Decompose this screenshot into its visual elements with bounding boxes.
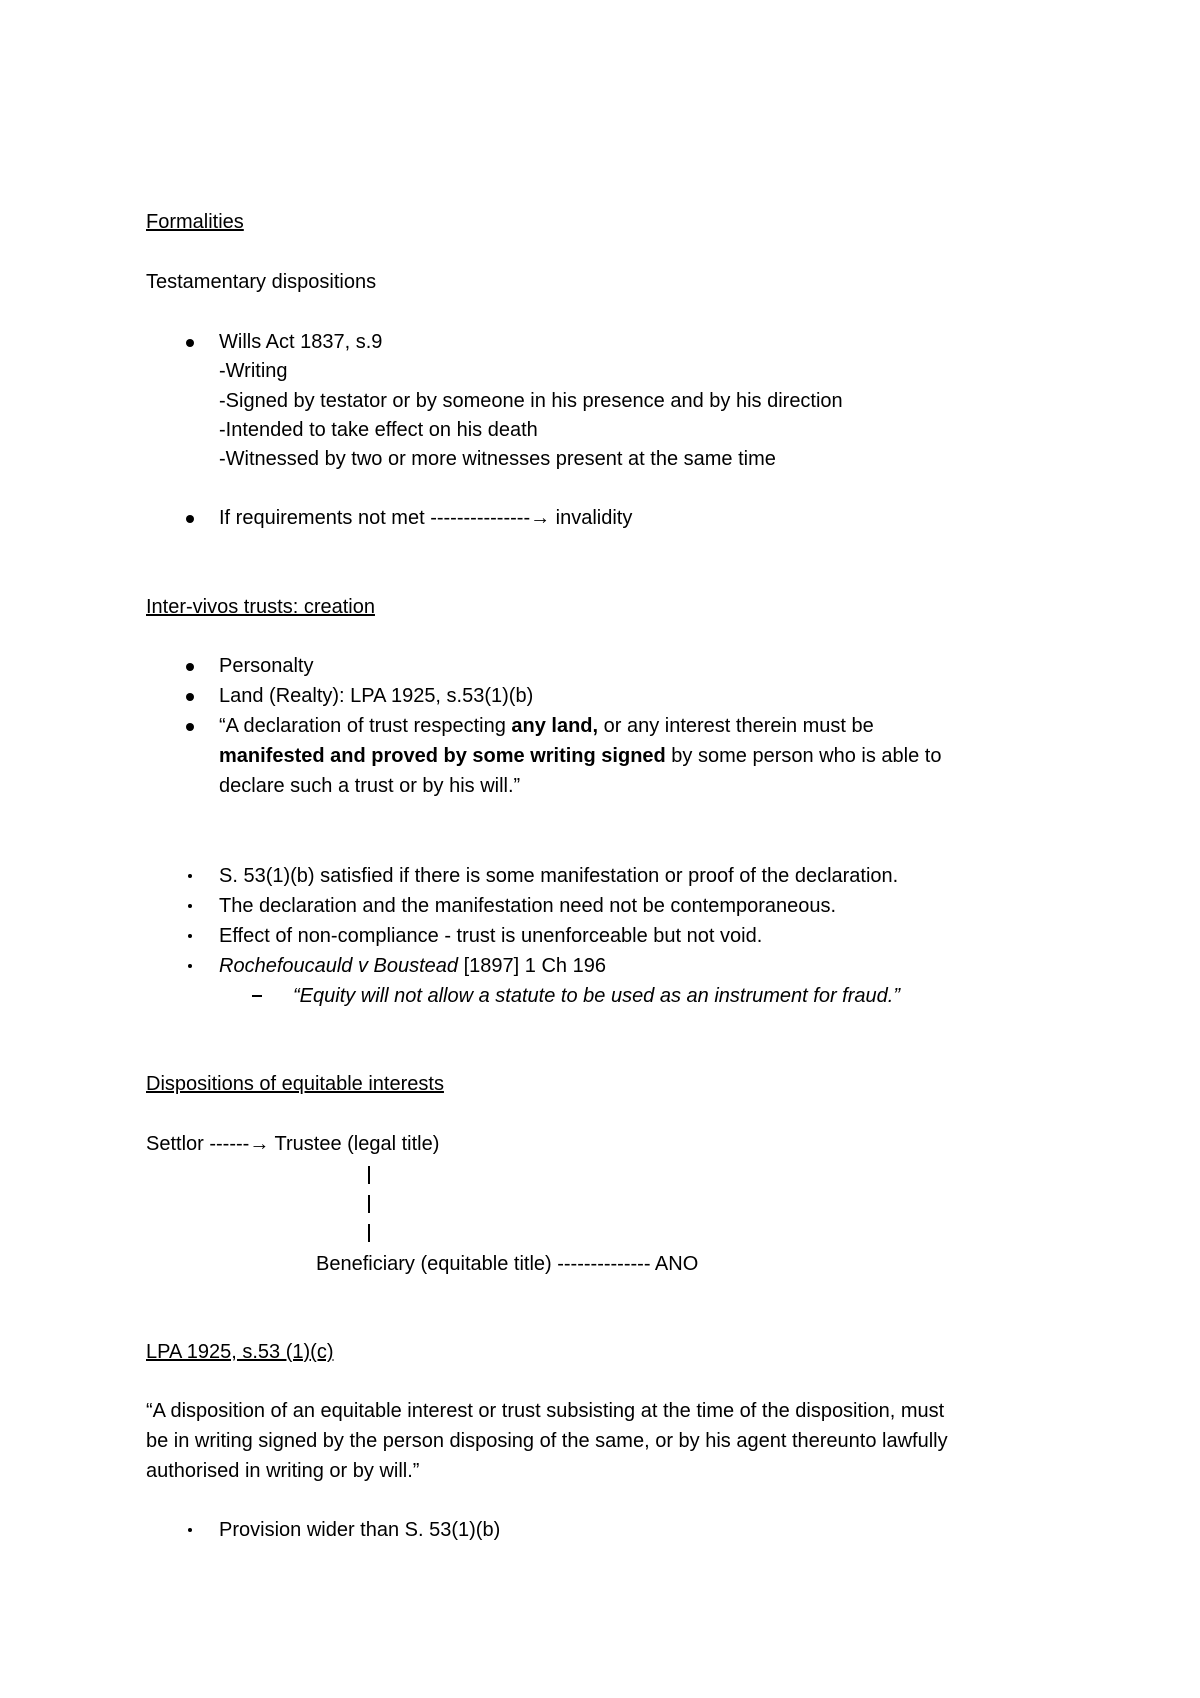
connector-line-icon [368,1224,370,1242]
bullet-icon [188,904,192,908]
bullet-icon [186,693,194,701]
bullet-icon [186,339,194,347]
inter-vivos-heading: Inter-vivos trusts: creation [146,596,375,618]
quote-text: “A declaration of trust respecting [219,715,512,737]
bullet-icon [186,723,194,731]
dash-icon [252,995,262,997]
point-contemporaneous: The declaration and the manifestation need not be contemporaneous. [219,895,837,917]
lpa-quote-line1: “A disposition of an equitable interest or trust subsisting at the time of the disposition, must [146,1400,945,1422]
bullet-icon [188,964,192,968]
point-satisfied: S. 53(1)(b) satisfied if there is some manifestation or proof of the declaration. [219,865,899,887]
quote-bold-text: manifested and proved by some writing signed [219,745,666,767]
requirement-writing: -Writing [219,360,288,382]
case-name: Rochefoucauld v Boustead [219,955,459,977]
settlor-trustee-line: Settlor ------→ Trustee (legal title) [146,1133,440,1155]
wills-act-item: Wills Act 1837, s.9 [219,331,383,353]
dispositions-heading: Dispositions of equitable interests [146,1073,444,1095]
bullet-icon [186,663,194,671]
beneficiary-line: Beneficiary (equitable title) -------------- ANO [316,1253,699,1275]
bullet-icon [188,1528,192,1532]
provision-wider-item: Provision wider than S. 53(1)(b) [219,1519,501,1541]
requirement-signed: -Signed by testator or by someone in his presence and by his direction [219,390,843,412]
personalty-item: Personalty [219,655,314,677]
lpa-quote-line3: authorised in writing or by will.” [146,1460,420,1482]
quote-text: or any interest therein must be [598,715,874,737]
bullet-icon [186,515,194,523]
bullet-icon [188,934,192,938]
requirement-witnessed: -Witnessed by two or more witnesses present at the same time [219,448,776,470]
invalidity-item: If requirements not met ---------------→ invalidity [219,507,633,529]
land-item: Land (Realty): LPA 1925, s.53(1)(b) [219,685,534,707]
declaration-quote-line2 [219,742,941,770]
quote-text: by some person who is able to [665,745,942,767]
declaration-quote-line1 [219,712,874,740]
case-citation [219,952,606,980]
connector-line-icon [368,1166,370,1184]
formalities-heading: Formalities [146,211,244,233]
bullet-icon [188,874,192,878]
case-quote: “Equity will not allow a statute to be used as an instrument for fraud.” [293,985,900,1007]
lpa-quote-line2: be in writing signed by the person disposing of the same, or by his agent thereunto lawfully [146,1430,948,1452]
testamentary-subheading: Testamentary dispositions [146,271,377,293]
requirement-intended: -Intended to take effect on his death [219,419,538,441]
case-cite: [1897] 1 Ch 196 [458,955,606,977]
quote-bold-text: any land, [511,715,599,737]
declaration-quote-line3: declare such a trust or by his will.” [219,775,521,797]
connector-line-icon [368,1195,370,1213]
point-non-compliance: Effect of non-compliance - trust is unenforceable but not void. [219,925,763,947]
lpa-heading: LPA 1925, s.53 (1)(c) [146,1341,334,1363]
